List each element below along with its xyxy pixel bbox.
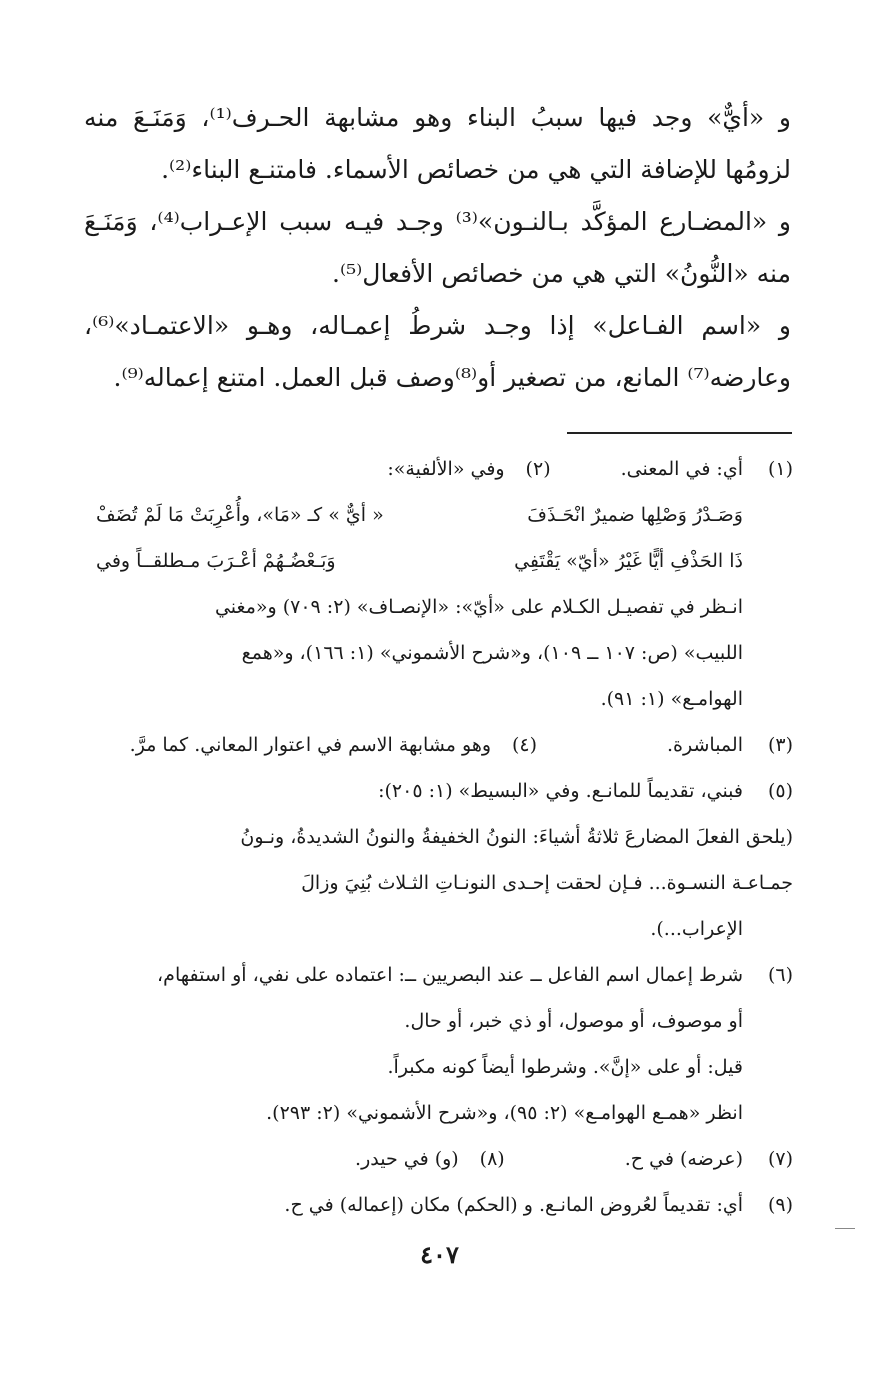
footnote-number: (٧) (767, 1148, 793, 1170)
footnote-text: فبني، تقديماً للمانـع. وفي «البسيط» (١: ٢٠٥): (378, 780, 743, 802)
main-text (84, 92, 791, 404)
footnote-quote (96, 814, 793, 952)
footnote-7-8 (96, 1136, 793, 1182)
footnote-6-continued (96, 998, 793, 1136)
footnote-number: (٨) (479, 1148, 505, 1170)
verse-block (96, 492, 793, 722)
paragraph-3: و «اسم الفـاعل» إذا وجـد شرطُ إعمـاله، وهـو «الاعتمـاد»⁽⁶⁾، وعارضه⁽⁷⁾ المانع، من تصغير أو⁽⁸⁾وصف قبل العمل. امتنع إعماله⁽⁹⁾. (84, 311, 791, 392)
paragraph-2: و «المضـارع المؤكَّد بـالنـون»⁽³⁾ وجـد فيـه سبب الإعـراب⁽⁴⁾، وَمَنَـعَ منه «النُّونُ» التي هي من خصائص الأفعال⁽⁵⁾. (84, 207, 791, 288)
footnote-number: (٣) (767, 734, 793, 756)
footnote-text: وفي «الألفية»: (387, 458, 505, 480)
footnote-text: المباشرة. (667, 734, 743, 756)
footnotes (96, 446, 793, 1228)
footnote-separator (567, 432, 792, 434)
footnote-5 (96, 768, 793, 814)
footnote-line: انظر «همـع الهوامـع» (٢: ٩٥)، و«شرح الأشموني» (٢: ٢٩٣). (266, 1102, 743, 1124)
footnote-quote-line: جمـاعـة النسـوة... فـإن لحقت إحـدى النونـاتِ الثـلاث بُنِيَ وزالَ (301, 872, 793, 894)
footnote-reference-line: اللبيب» (ص: ١٠٧ ــ ١٠٩)، و«شرح الأشموني» (١: ١٦٦)، و«همع (241, 642, 743, 664)
footnote-3-4 (96, 722, 793, 768)
footnote-reference-line: انـظر في تفصيـل الكـلام على «أيّ»: «الإنصـاف» (٢: ٧٠٩) و«مغني (214, 596, 743, 618)
footnote-6 (96, 952, 793, 998)
footnote-quote-line: (يلحق الفعلَ المضارعَ ثلاثةُ أشياءَ: النونُ الخفيفةُ والنونُ الشديدةُ، ونـونُ (240, 826, 793, 848)
footnote-text: (و) في حيدر. (355, 1148, 459, 1170)
verse-line (96, 492, 743, 538)
footnote-text: (عرضه) في ح. (624, 1148, 743, 1170)
footnote-number: (١) (767, 458, 793, 480)
footnote-text: أي: في المعنى. (620, 458, 743, 480)
footnote-text: شرط إعمال اسم الفاعل ــ عند البصريين ــ: اعتماده على نفي، أو استفهام، (157, 964, 743, 986)
page-number: ٤٠٧ (420, 1240, 459, 1269)
footnote-number: (٤) (511, 734, 538, 756)
page-edge-mark (835, 1228, 855, 1229)
footnote-text: أي: تقديماً لعُروض المانـع. و (الحكم) مكان (إعماله) في ح. (284, 1194, 743, 1216)
verse-hemistich: ذَا الحَذْفِ أيًّا غَيْرُ «أيّ» يَقْتَفِي (514, 550, 743, 572)
verse-hemistich: وَصَـدْرُ وَصْلِها ضميرٌ انْحَـذَفَ (527, 504, 743, 526)
footnote-quote-line: الإعراب...). (650, 918, 743, 940)
paragraph-1: و «أيٌّ» وجد فيها سببُ البناء وهو مشابهة الحـرف⁽¹⁾، وَمَنَـعَ منه لزومُها للإضافة التي هي من خصائص الأسماء. فامتنـع البناء⁽²⁾. (84, 103, 791, 184)
verse-hemistich: « أيٌّ » كـ «مَا»، وأُعْرِبَتْ مَا لَمْ تُضَفْ (96, 504, 384, 526)
footnote-line: أو موصوف، أو موصول، أو ذي خبر، أو حال. (404, 1010, 743, 1032)
footnote-number: (٦) (767, 964, 793, 986)
verse-hemistich: وَبَـعْضُـهُمْ أعْـرَبَ مـطلقــاً وفي (96, 550, 336, 572)
verse-line (96, 538, 743, 584)
footnote-line: قيل: أو على «إنَّ». وشرطوا أيضاً كونه مكبراً. (387, 1056, 743, 1078)
footnote-number: (٩) (767, 1194, 793, 1216)
footnote-text: وهو مشابهة الاسم في اعتوار المعاني. كما مرَّ. (129, 734, 492, 756)
footnote-number: (٥) (767, 780, 793, 802)
footnote-9 (96, 1182, 793, 1228)
footnote-1-2 (96, 446, 793, 492)
footnote-number: (٢) (525, 458, 551, 480)
footnote-reference-line: الهوامـع» (١: ٩١). (600, 688, 743, 710)
